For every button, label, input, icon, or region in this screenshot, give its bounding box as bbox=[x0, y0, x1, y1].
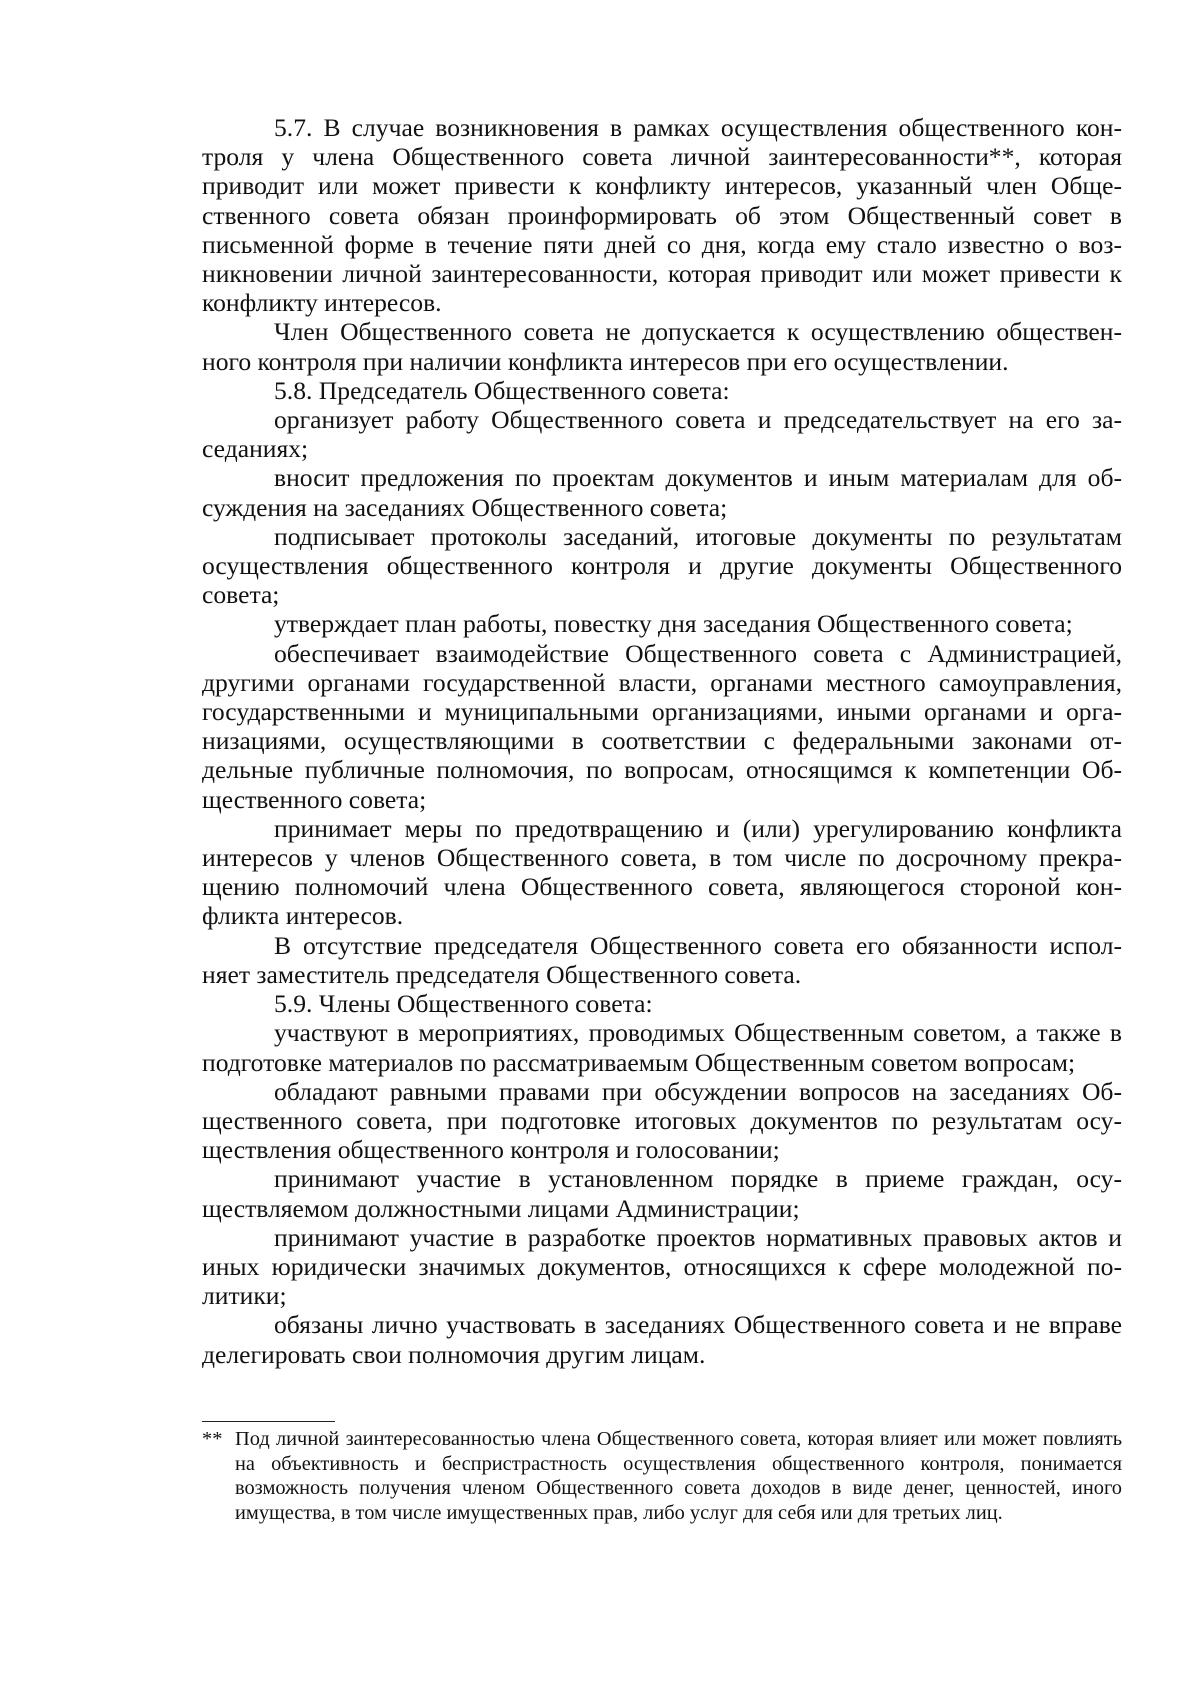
paragraph-5-9-heading: 5.9. Члены Общественного совета: bbox=[274, 989, 653, 1019]
paragraph-members-drafting: принимают участие в разработке проектов нормативных правовых актов и иных юридически значимых документов, относящихся к сфере молодежной политики; bbox=[202, 1222, 1122, 1311]
paragraph-chair-interaction: обеспечивает взаимодействие Общественного совета с Администрацией, другими органами государственной власти, органами местного самоуправления, государственными и муниципальными организациями, иными органами и организациями, осуществляющими в соответствии с федеральными законами отдельные публичные полномочия, по вопросам, относящимся к компетенции Общественного совета; bbox=[202, 638, 1122, 814]
paragraph-chair-conflict-measures: принимает меры по предотвращению и (или) урегулированию конфликта интересов у членов Общественного совета, в том числе по досрочному прекращению полномочий члена Общественного совета, являющегося стороной конфликта интересов. bbox=[202, 813, 1122, 931]
paragraph-members-participate: участвуют в мероприятиях, проводимых Общественным советом, а также в подготовке материалов по рассматриваемым Общественным советом вопросам; bbox=[202, 1018, 1122, 1077]
paragraph-conflict-exclusion: Член Общественного совета не допускается к осуществлению общественного контроля при наличии конфликта интересов при его осуществлении. bbox=[202, 317, 1122, 376]
paragraph-members-equal-rights: обладают равными правами при обсуждении вопросов на заседаниях Общественного совета, при подготовке итоговых документов по результатам осуществления общественного контроля и голосовании; bbox=[202, 1076, 1122, 1165]
footnote-separator bbox=[202, 1421, 335, 1422]
footnote-text: Под личной заинтересованностью члена Общественного совета, которая влияет или может повлиять на объективность и беспристрастность осуществления общественного контроля, понимается возможность получения членом Общественного совета доходов в виде денег, ценностей, иного имущества, в том числе имущественных прав, либо услуг для себя или для третьих лиц. bbox=[235, 1428, 1122, 1524]
paragraph-5-8-heading: 5.8. Председатель Общественного совета: bbox=[274, 375, 730, 405]
footnote bbox=[202, 1427, 1122, 1525]
paragraph-chair-signs: подписывает протоколы заседаний, итоговые документы по результатам осуществления общественного контроля и другие документы Общественного совета; bbox=[202, 521, 1122, 610]
paragraph-chair-organizes: организует работу Общественного совета и председательствует на его заседаниях; bbox=[202, 405, 1122, 464]
paragraph-deputy-chair: В отсутствие председателя Общественного совета его обязанности исполняет заместитель председателя Общественного совета. bbox=[202, 930, 1122, 989]
paragraph-chair-proposals: вносит предложения по проектам документов и иным материалам для обсуждения на заседаниях Общественного совета; bbox=[202, 463, 1122, 522]
document-body bbox=[202, 113, 1122, 1369]
paragraph-members-obligations: обязаны лично участвовать в заседаниях Общественного совета и не вправе делегировать свои полномочия другим лицам. bbox=[202, 1310, 1122, 1369]
paragraph-5-7: 5.7. В случае возникновения в рамках осуществления общественного контроля у члена Общественного совета личной заинтересованности**, которая приводит или может привести к конфликту интересов, указанный член Общественного совета обязан проинформировать об этом Общественный совет в письменной форме в течение пяти дней со дня, когда ему стало известно о возникновении личной заинтересованности, которая приводит или может привести к конфликту интересов. bbox=[202, 113, 1122, 318]
paragraph-members-reception: принимают участие в установленном порядке в приеме граждан, осуществляемом должностными лицами Администрации; bbox=[202, 1164, 1122, 1223]
footnote-marker: ** bbox=[202, 1428, 223, 1450]
paragraph-chair-approves: утверждает план работы, повестку дня заседания Общественного совета; bbox=[274, 609, 1073, 639]
